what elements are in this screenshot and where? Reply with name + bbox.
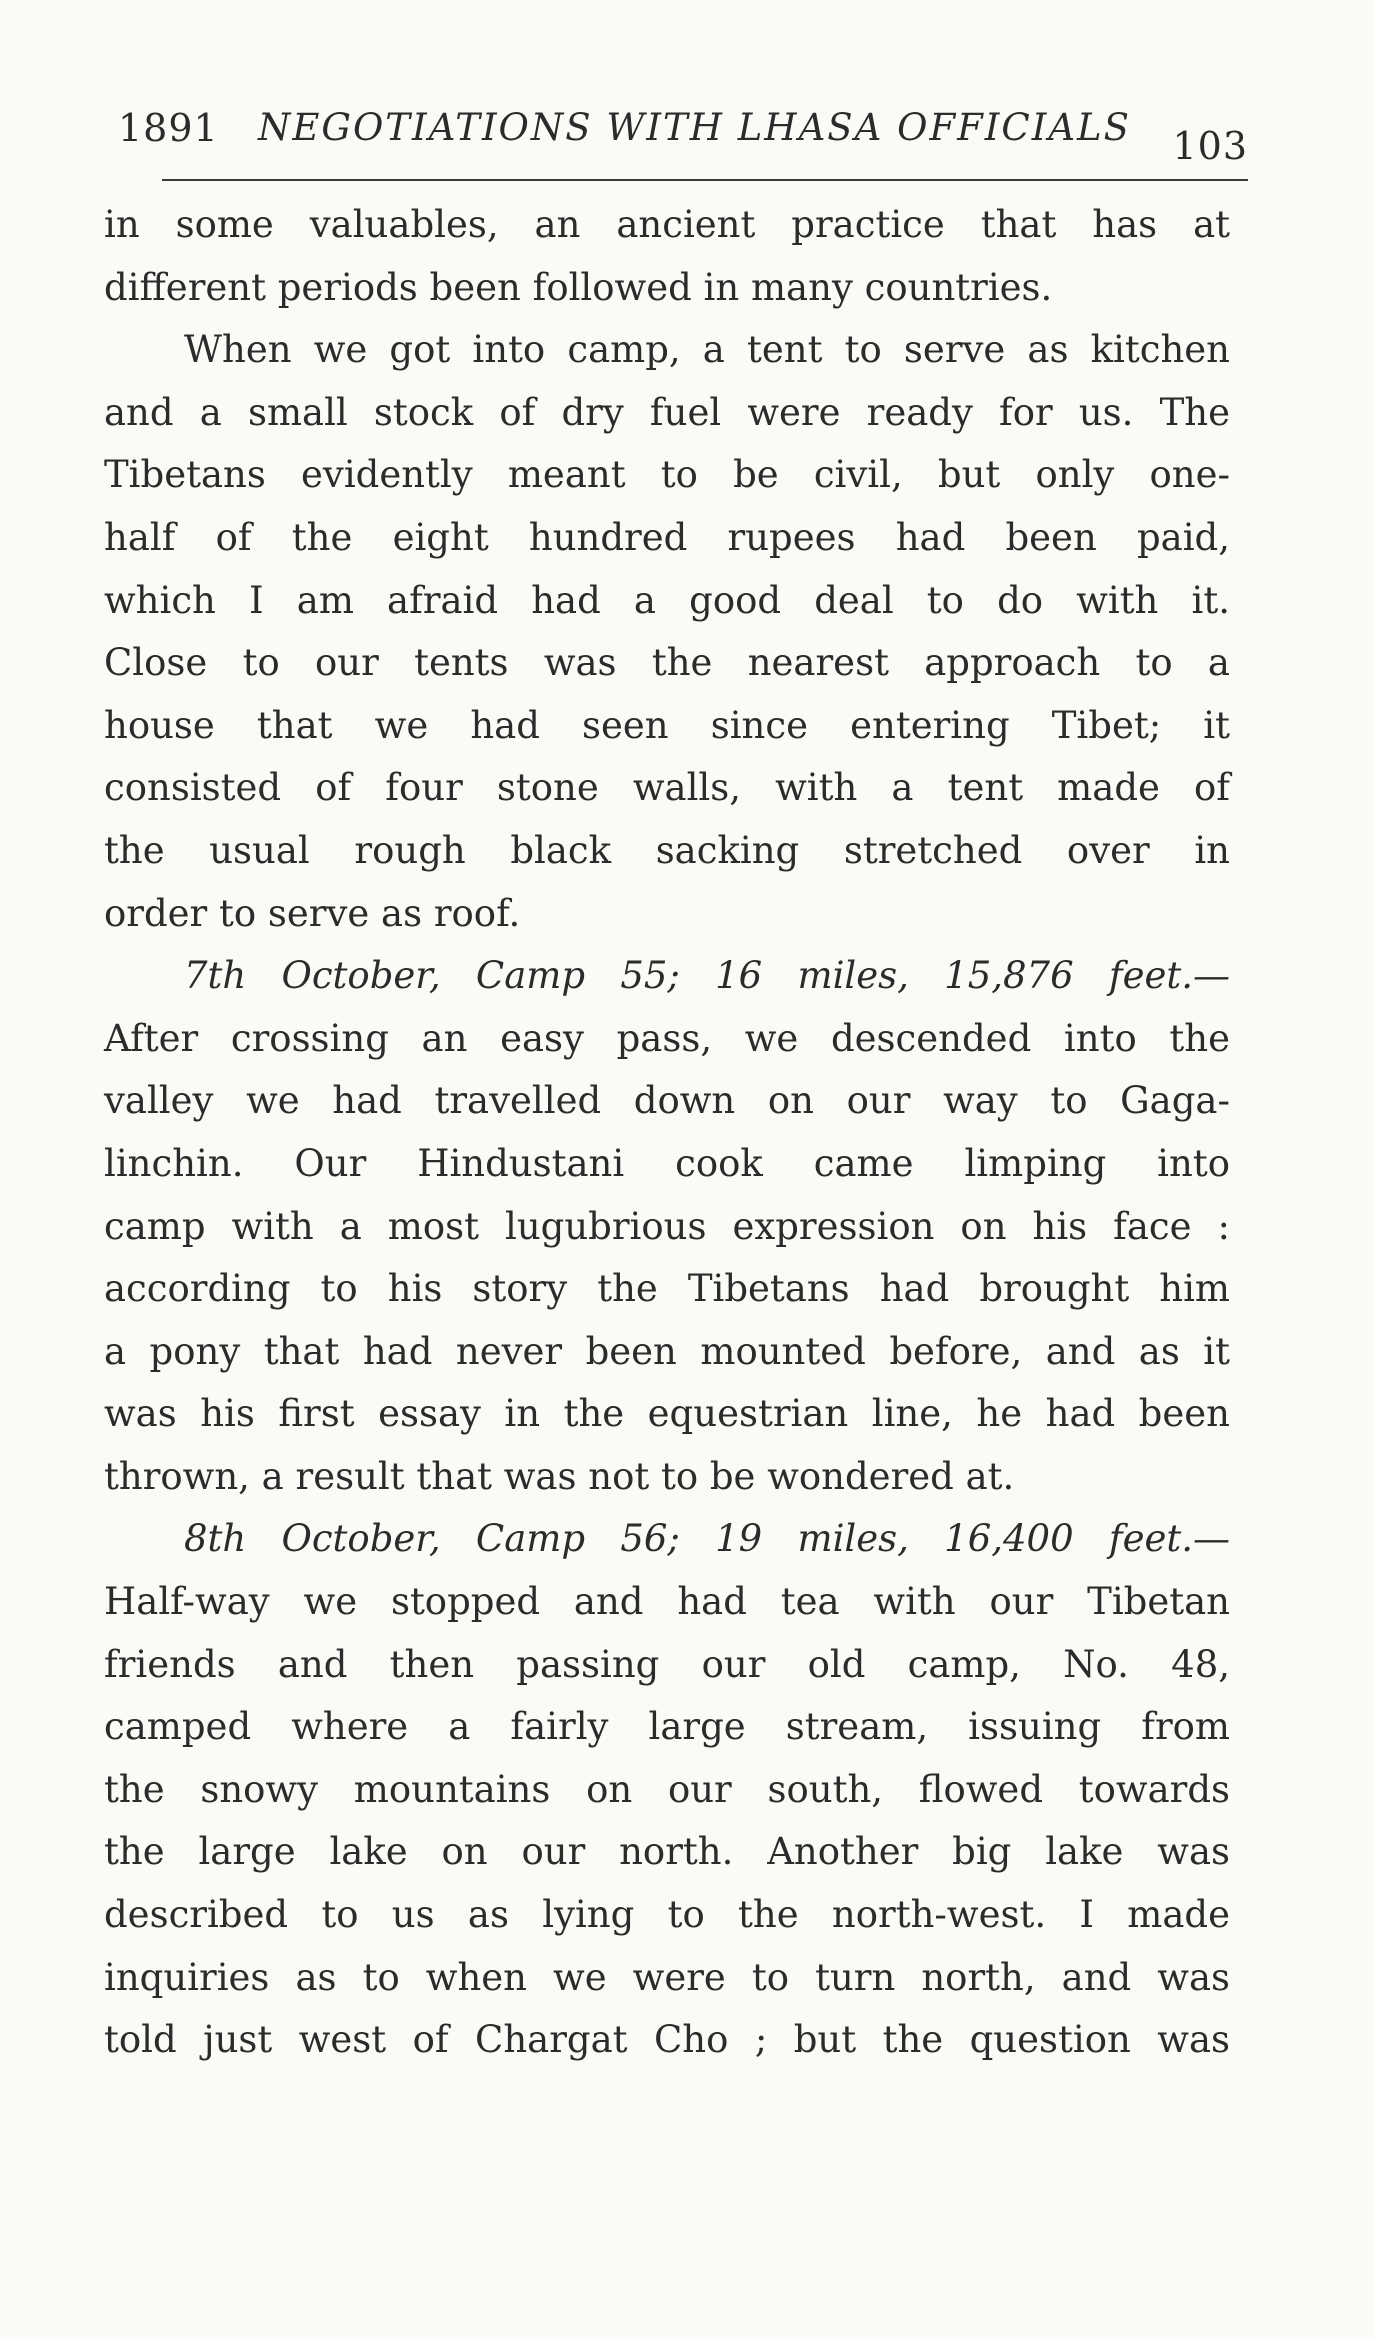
text-line: After crossing an easy pass, we descended into the <box>104 1016 1230 1060</box>
text-line: camped where a fairly large stream, issuing from <box>104 1705 1230 1749</box>
text-line: Tibetans evidently meant to be civil, but only one- <box>104 453 1230 497</box>
text-line: a pony that had never been mounted before, and as it <box>104 1329 1230 1373</box>
text-line: according to his story the Tibetans had brought him <box>104 1267 1230 1311</box>
text-line: consisted of four stone walls, with a tent made of <box>104 766 1230 810</box>
text-line: thrown, a result that was not to be wondered at. <box>104 1454 1015 1498</box>
running-header <box>118 106 1248 176</box>
text-line: Close to our tents was the nearest approach to a <box>104 641 1230 685</box>
header-year: 1891 <box>118 106 219 150</box>
text-line: the snowy mountains on our south, flowed towards <box>104 1767 1230 1811</box>
page-number: 103 <box>1172 124 1248 168</box>
text-line: and a small stock of dry fuel were ready for us. The <box>104 390 1230 434</box>
text-line: told just west of Chargat Cho ; but the question was <box>104 2018 1230 2062</box>
body-text <box>104 194 1230 2072</box>
header-title: NEGOTIATIONS WITH LHASA OFFICIALS <box>258 106 1131 149</box>
text-line: valley we had travelled down on our way to Gaga- <box>104 1079 1230 1123</box>
text-line: described to us as lying to the north-west. I made <box>104 1893 1230 1937</box>
text-line: inquiries as to when we were to turn north, and was <box>104 1955 1230 1999</box>
text-line: in some valuables, an ancient practice that has at <box>104 203 1230 246</box>
text-line: which I am afraid had a good deal to do with it. <box>104 578 1230 622</box>
header-rule <box>162 179 1248 181</box>
text-line: linchin. Our Hindustani cook came limping into <box>104 1141 1230 1185</box>
text-line: Half-way we stopped and had tea with our Tibetan <box>104 1580 1230 1624</box>
text-line: When we got into camp, a tent to serve as kitchen <box>184 328 1230 372</box>
entry-heading: 8th October, Camp 56; 19 miles, 16,400 feet.— <box>184 1517 1230 1561</box>
text-line: half of the eight hundred rupees had been paid, <box>104 515 1230 559</box>
entry-heading: 7th October, Camp 55; 16 miles, 15,876 feet.— <box>184 954 1230 998</box>
text-line: the large lake on our north. Another big lake was <box>104 1830 1230 1874</box>
text-line: house that we had seen since entering Tibet; it <box>104 703 1230 747</box>
text-line: camp with a most lugubrious expression on his face : <box>104 1204 1230 1248</box>
text-line: order to serve as roof. <box>104 891 521 935</box>
text-line: friends and then passing our old camp, No. 48, <box>104 1642 1230 1686</box>
text-line: different periods been followed in many countries. <box>104 265 1053 309</box>
text-line: was his first essay in the equestrian line, he had been <box>104 1392 1230 1436</box>
text-line: the usual rough black sacking stretched over in <box>104 828 1230 872</box>
